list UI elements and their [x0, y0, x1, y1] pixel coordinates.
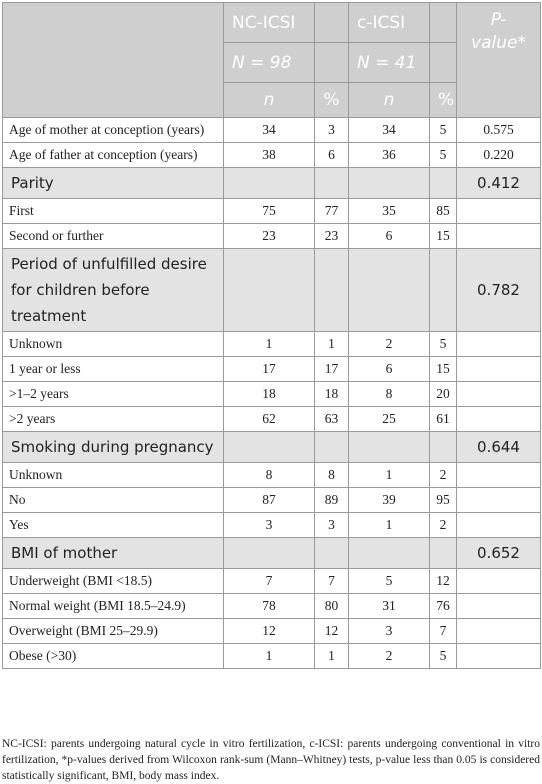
p-value-cell: 0.652 — [457, 538, 541, 569]
nc-icsi-pct-cell: 80 — [315, 594, 349, 619]
header-spacer — [315, 3, 349, 43]
c-icsi-pct-cell: 20 — [430, 382, 457, 407]
c-icsi-pct-cell: 61 — [430, 407, 457, 432]
p-value-cell: 0.220 — [457, 143, 541, 168]
p-value-cell: 0.644 — [457, 432, 541, 463]
c-icsi-n-cell: 35 — [349, 199, 430, 224]
nc-icsi-pct-cell: 77 — [315, 199, 349, 224]
nc-icsi-n-cell: 23 — [224, 224, 315, 249]
p-value-cell: 0.575 — [457, 118, 541, 143]
nc-icsi-n-cell: 75 — [224, 199, 315, 224]
p-value-cell: 0.782 — [457, 249, 541, 332]
row-label: >2 years — [3, 407, 224, 432]
table-row — [3, 382, 541, 407]
section-row — [3, 249, 541, 332]
c-icsi-n-cell: 31 — [349, 594, 430, 619]
c-icsi-n-cell: 1 — [349, 513, 430, 538]
c-icsi-pct-cell: 5 — [430, 118, 457, 143]
nc-icsi-n-cell: 1 — [224, 332, 315, 357]
header-spacer — [430, 3, 457, 43]
c-icsi-pct-cell: 5 — [430, 332, 457, 357]
row-label: Unknown — [3, 332, 224, 357]
section-row — [3, 168, 541, 199]
header-col-pct: % — [430, 83, 457, 118]
header-col-n: n — [224, 83, 315, 118]
c-icsi-n-cell: 1 — [349, 463, 430, 488]
c-icsi-pct-cell: 95 — [430, 488, 457, 513]
nc-icsi-pct-cell: 23 — [315, 224, 349, 249]
row-label: 1 year or less — [3, 357, 224, 382]
c-icsi-pct-cell: 2 — [430, 513, 457, 538]
header-label-cell — [3, 3, 224, 118]
table-row — [3, 488, 541, 513]
p-value-cell — [457, 569, 541, 594]
p-value-cell: 0.412 — [457, 168, 541, 199]
table-footnote — [2, 736, 540, 784]
c-icsi-n-cell: 8 — [349, 382, 430, 407]
p-value-cell — [457, 644, 541, 669]
row-label: Normal weight (BMI 18.5–24.9) — [3, 594, 224, 619]
empty-cell — [349, 538, 430, 569]
table-row — [3, 118, 541, 143]
row-label: Age of mother at conception (years) — [3, 118, 224, 143]
empty-cell — [315, 432, 349, 463]
p-value-cell — [457, 332, 541, 357]
row-label: Age of father at conception (years) — [3, 143, 224, 168]
table-row — [3, 594, 541, 619]
c-icsi-n-cell: 2 — [349, 644, 430, 669]
header-spacer — [430, 43, 457, 83]
table-row — [3, 143, 541, 168]
c-icsi-pct-cell: 7 — [430, 619, 457, 644]
header-group1-n: N = 98 — [224, 43, 315, 83]
empty-cell — [224, 432, 315, 463]
nc-icsi-pct-cell: 6 — [315, 143, 349, 168]
nc-icsi-n-cell: 87 — [224, 488, 315, 513]
section-row — [3, 432, 541, 463]
c-icsi-pct-cell: 2 — [430, 463, 457, 488]
empty-cell — [224, 168, 315, 199]
nc-icsi-pct-cell: 8 — [315, 463, 349, 488]
empty-cell — [349, 432, 430, 463]
nc-icsi-n-cell: 7 — [224, 569, 315, 594]
nc-icsi-n-cell: 62 — [224, 407, 315, 432]
row-label: Obese (>30) — [3, 644, 224, 669]
p-value-cell — [457, 463, 541, 488]
row-label: >1–2 years — [3, 382, 224, 407]
p-value-cell — [457, 199, 541, 224]
nc-icsi-pct-cell: 18 — [315, 382, 349, 407]
table-row — [3, 407, 541, 432]
characteristics-table — [2, 2, 541, 669]
nc-icsi-n-cell: 8 — [224, 463, 315, 488]
header-col-n: n — [349, 83, 430, 118]
header-pvalue — [457, 3, 541, 118]
table-row — [3, 644, 541, 669]
c-icsi-n-cell: 6 — [349, 224, 430, 249]
footnote-text: NC-ICSI: parents undergoing natural cycle in vitro fertilization, c-ICSI: parents undergoing conventional in vitro fertilization, *p-values derived from Wilcoxon rank-sum (Mann–Whitney) tests, p-value less than 0.05 is considered statistically significant, BMI, body mass index. — [2, 738, 540, 782]
empty-cell — [430, 168, 457, 199]
row-label: Second or further — [3, 224, 224, 249]
c-icsi-pct-cell: 76 — [430, 594, 457, 619]
c-icsi-pct-cell: 15 — [430, 357, 457, 382]
nc-icsi-pct-cell: 17 — [315, 357, 349, 382]
header-pvalue-label: P-value* — [471, 10, 526, 53]
table-row — [3, 224, 541, 249]
c-icsi-n-cell: 39 — [349, 488, 430, 513]
table-row — [3, 619, 541, 644]
c-icsi-n-cell: 25 — [349, 407, 430, 432]
nc-icsi-pct-cell: 3 — [315, 513, 349, 538]
row-label: Yes — [3, 513, 224, 538]
nc-icsi-pct-cell: 63 — [315, 407, 349, 432]
table-row — [3, 569, 541, 594]
p-value-cell — [457, 619, 541, 644]
row-label: Overweight (BMI 25–29.9) — [3, 619, 224, 644]
row-label: Underweight (BMI <18.5) — [3, 569, 224, 594]
empty-cell — [349, 168, 430, 199]
header-row-groups — [3, 3, 541, 43]
header-spacer — [315, 43, 349, 83]
p-value-cell — [457, 594, 541, 619]
c-icsi-pct-cell: 5 — [430, 644, 457, 669]
nc-icsi-pct-cell: 89 — [315, 488, 349, 513]
p-value-cell — [457, 224, 541, 249]
c-icsi-n-cell: 2 — [349, 332, 430, 357]
nc-icsi-pct-cell: 3 — [315, 118, 349, 143]
section-label: Parity — [3, 168, 224, 199]
empty-cell — [349, 249, 430, 332]
c-icsi-n-cell: 3 — [349, 619, 430, 644]
c-icsi-n-cell: 6 — [349, 357, 430, 382]
header-group2: c-ICSI — [349, 3, 430, 43]
empty-cell — [430, 249, 457, 332]
empty-cell — [430, 538, 457, 569]
nc-icsi-pct-cell: 1 — [315, 332, 349, 357]
p-value-cell — [457, 382, 541, 407]
c-icsi-n-cell: 34 — [349, 118, 430, 143]
empty-cell — [430, 432, 457, 463]
section-label: BMI of mother — [3, 538, 224, 569]
table-row — [3, 513, 541, 538]
nc-icsi-n-cell: 38 — [224, 143, 315, 168]
p-value-cell — [457, 357, 541, 382]
table-row — [3, 199, 541, 224]
p-value-cell — [457, 488, 541, 513]
c-icsi-n-cell: 36 — [349, 143, 430, 168]
row-label: No — [3, 488, 224, 513]
section-label: Smoking during pregnancy — [3, 432, 224, 463]
nc-icsi-pct-cell: 1 — [315, 644, 349, 669]
empty-cell — [224, 538, 315, 569]
empty-cell — [315, 538, 349, 569]
c-icsi-pct-cell: 5 — [430, 143, 457, 168]
empty-cell — [224, 249, 315, 332]
row-label: Unknown — [3, 463, 224, 488]
nc-icsi-n-cell: 18 — [224, 382, 315, 407]
c-icsi-pct-cell: 12 — [430, 569, 457, 594]
header-col-pct: % — [315, 83, 349, 118]
nc-icsi-n-cell: 34 — [224, 118, 315, 143]
nc-icsi-n-cell: 12 — [224, 619, 315, 644]
c-icsi-pct-cell: 15 — [430, 224, 457, 249]
nc-icsi-n-cell: 3 — [224, 513, 315, 538]
table-row — [3, 357, 541, 382]
nc-icsi-n-cell: 78 — [224, 594, 315, 619]
section-row — [3, 538, 541, 569]
row-label: First — [3, 199, 224, 224]
table-body — [3, 3, 541, 669]
table-row — [3, 332, 541, 357]
nc-icsi-pct-cell: 7 — [315, 569, 349, 594]
c-icsi-n-cell: 5 — [349, 569, 430, 594]
p-value-cell — [457, 513, 541, 538]
nc-icsi-n-cell: 17 — [224, 357, 315, 382]
nc-icsi-n-cell: 1 — [224, 644, 315, 669]
c-icsi-pct-cell: 85 — [430, 199, 457, 224]
header-group2-n: N = 41 — [349, 43, 430, 83]
empty-cell — [315, 168, 349, 199]
section-label: Period of unfulfilled desire for children before treatment — [3, 249, 224, 332]
header-group1: NC-ICSI — [224, 3, 315, 43]
nc-icsi-pct-cell: 12 — [315, 619, 349, 644]
table-row — [3, 463, 541, 488]
empty-cell — [315, 249, 349, 332]
p-value-cell — [457, 407, 541, 432]
